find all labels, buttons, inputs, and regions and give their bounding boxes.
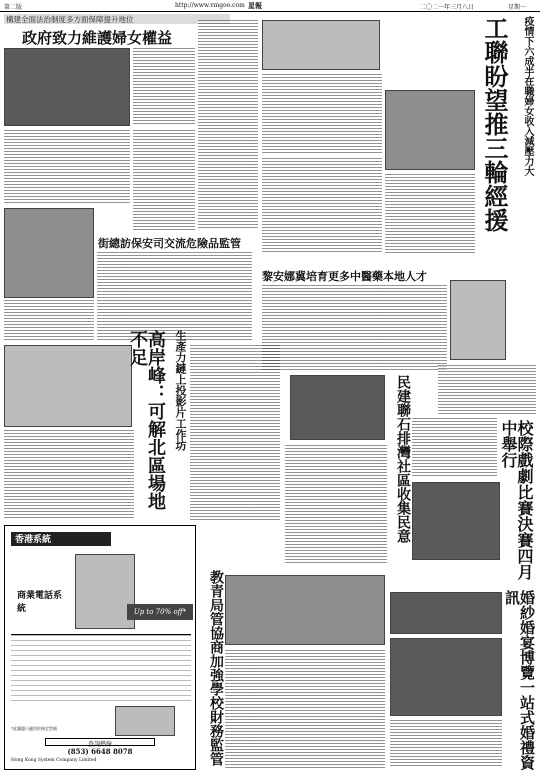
article1-text-block — [133, 48, 195, 126]
building-photo — [4, 48, 130, 126]
article7-text-block — [412, 418, 497, 478]
article4-text-block — [262, 285, 447, 370]
article3-headline: 街總訪保安司交流危險品監管 — [98, 237, 241, 250]
article1-kicker: 構建全面法治制度多方面保障提升地位 — [4, 14, 230, 24]
ad-phone-handset-photo — [115, 706, 175, 736]
portrait-photo — [450, 280, 506, 360]
phone-system-ad[interactable] — [4, 525, 196, 770]
article7-headline: 校際戲劇比賽決賽四月中舉行 — [499, 420, 534, 580]
article6-headline: 民建聯石排灣社區收集民意 — [395, 375, 411, 543]
article4-headline: 黎安娜冀培育更多中醫藥本地人才 — [262, 270, 427, 283]
building-exterior-photo — [4, 345, 132, 427]
ad-brand: 香港系統 — [11, 532, 111, 546]
article5-headline: 高岸峰：可解北區場地不足 — [127, 330, 166, 510]
article5-text-block — [190, 345, 280, 520]
weekday: 星期一 — [508, 4, 527, 11]
article5-subhead: 生產力鏈上投影片工作坊 — [174, 330, 187, 451]
meeting-photo — [4, 208, 94, 298]
ad-discount-badge: Up to 70% off* — [127, 604, 193, 620]
ad-slogan: 商業電話系統 — [17, 591, 63, 614]
article8-headline: 教青局管協商加強學校財務監管 — [208, 570, 224, 766]
community-photo — [290, 375, 385, 440]
issue-date: 二〇二一年三月八日 — [420, 4, 475, 11]
article8-text-block — [225, 650, 385, 768]
page-number: 第二版 — [4, 4, 23, 11]
ad-price-table — [11, 634, 191, 704]
ad-hotline-label: 查詢熱線 — [45, 738, 155, 746]
wedding-photo — [390, 592, 502, 634]
article1-headline: 政府致力維護婦女權益 — [22, 29, 173, 47]
drama-photo — [412, 482, 500, 560]
ad-company: Hong Kong System Company Limited — [11, 758, 97, 763]
article2-subhead: 疫情下六成半在職婦女收入減壓力大 — [522, 16, 533, 176]
ad-hotline[interactable]: (853) 6648 8078 — [67, 747, 133, 756]
article2-text-block — [262, 74, 382, 154]
article5-text-block — [4, 430, 134, 520]
speaker-photo — [385, 90, 475, 170]
ad-woman-phone-photo — [75, 554, 135, 629]
group-photo — [262, 20, 380, 70]
article4-text-block — [438, 365, 536, 415]
masthead: 星報 — [248, 1, 262, 10]
article3-text-block — [4, 300, 94, 340]
conference-photo — [225, 575, 385, 645]
article9-headline: 婚紗婚宴博覽一站式婚禮資訊 — [503, 590, 536, 770]
wedding-runway-photo — [390, 638, 502, 716]
site-url[interactable]: http://www.vmgoo.com — [175, 2, 245, 9]
article9-text-block — [390, 720, 502, 768]
article2-text-block — [385, 174, 475, 254]
article2-headline: 工聯盼望推三輪經援 — [480, 16, 509, 232]
article2-text-block — [198, 20, 258, 230]
article2-text-block — [262, 158, 382, 253]
page-header — [0, 0, 540, 12]
ad-footnote: *此優惠只適用於指定型號 — [11, 726, 57, 731]
article6-text-block — [285, 445, 387, 565]
article1-text-block — [4, 130, 130, 205]
article3-text-block — [97, 252, 252, 342]
article1-text-block — [133, 130, 195, 230]
